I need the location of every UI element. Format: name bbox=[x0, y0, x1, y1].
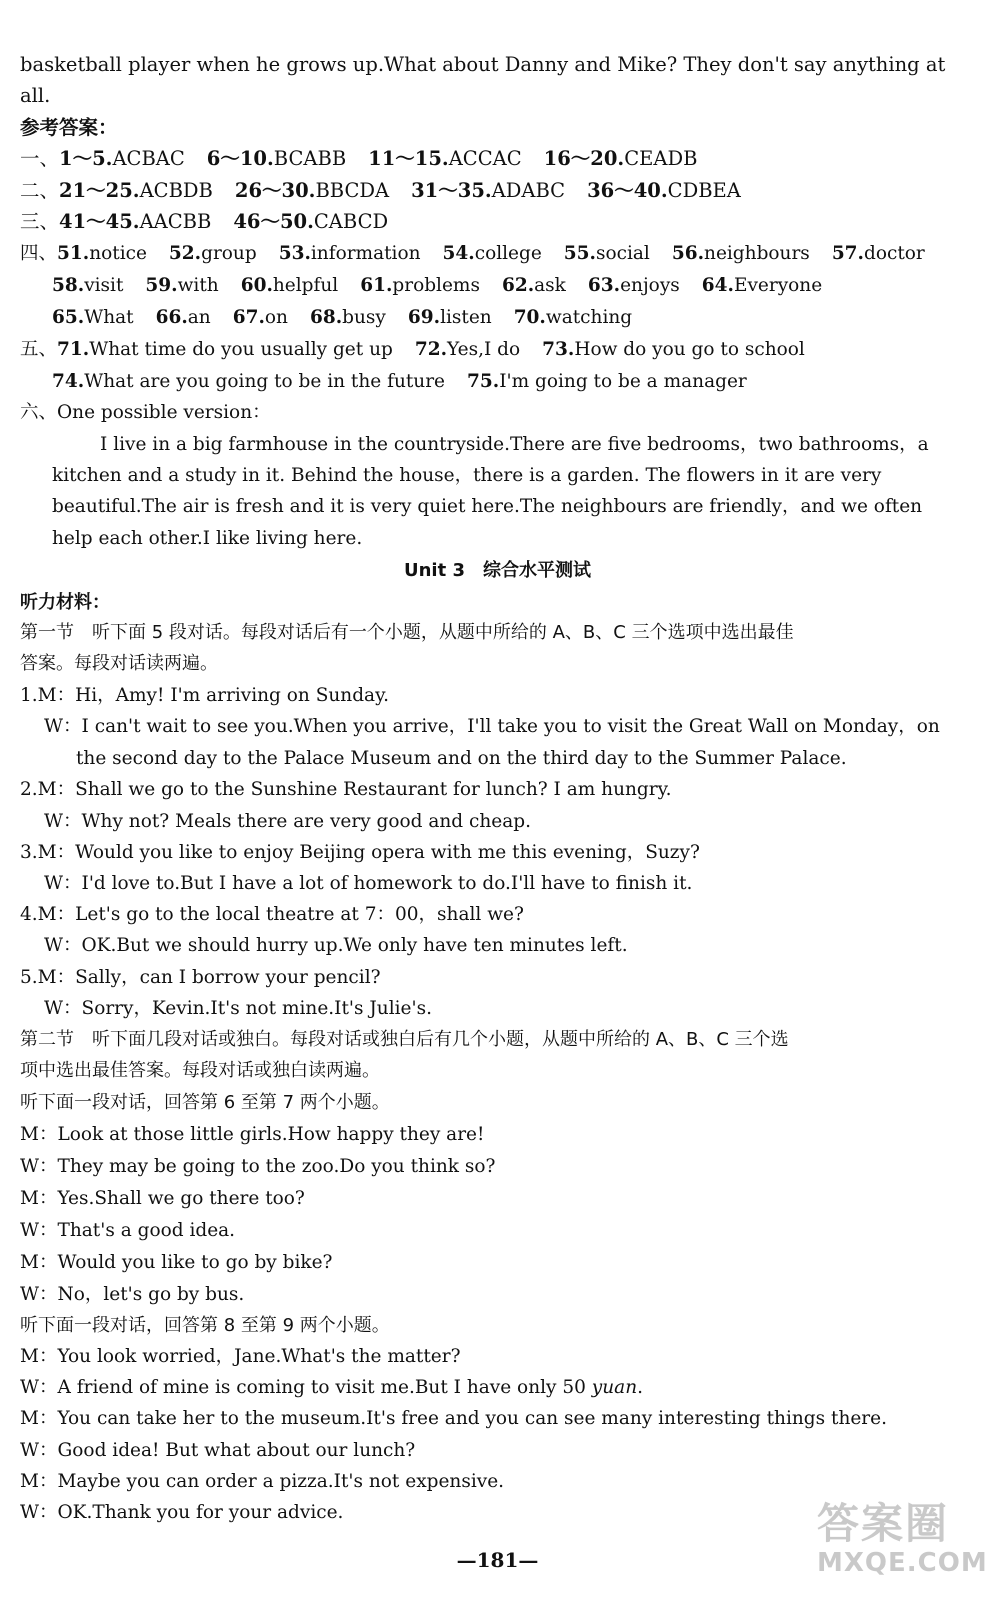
answer-group: 36～40.CDBEA bbox=[587, 179, 741, 202]
essay-line: help each other.I like living here. bbox=[52, 528, 363, 549]
dialogue-line: W：Sorry，Kevin.It's not mine.It's Julie's. bbox=[44, 998, 432, 1019]
answers-section-6-label: 六、One possible version： bbox=[20, 402, 271, 423]
section-prefix: 二、 bbox=[20, 179, 60, 202]
part-2-instruction-cont: 项中选出最佳答案。每段对话或独白读两遍。 bbox=[20, 1060, 380, 1081]
answer-group: 21～25.ACBDB bbox=[59, 179, 213, 202]
intro-line-1: basketball player when he grows up.What about Danny and Mike? They don't say anything at bbox=[20, 53, 946, 76]
unit-title: Unit 3 综合水平测试 bbox=[404, 560, 591, 581]
dialogue-line: M：Maybe you can order a pizza.It's not expensive. bbox=[20, 1471, 505, 1492]
answer-group: 31～35.ADABC bbox=[411, 179, 566, 202]
part-1-instruction-cont: 答案。每段对话读两遍。 bbox=[20, 653, 218, 674]
dialogue-line: M：Would you like to go by bike? bbox=[20, 1252, 333, 1273]
part-1-instruction: 第一节 听下面 5 段对话。每段对话后有一个小题，从题中所给的 A、B、C 三个选项中选出最佳 bbox=[20, 622, 794, 643]
question-group-intro: 听下面一段对话，回答第 8 至第 9 两个小题。 bbox=[20, 1315, 390, 1336]
essay-line: kitchen and a study in it. Behind the house，there is a garden. The flowers in it are very bbox=[52, 465, 882, 486]
dialogue-line: the second day to the Palace Museum and on the third day to the Summer Palace. bbox=[76, 748, 847, 769]
page-number: —181— bbox=[456, 1548, 539, 1572]
dialogue-line: W：Why not? Meals there are very good and cheap. bbox=[44, 811, 532, 832]
answers-section-4-row-3: 65.What 66.an 67.on 68.busy 69.listen 70.watching bbox=[52, 307, 633, 328]
answers-section-4-row-2: 58.visit 59.with 60.helpful 61.problems 62.ask 63.enjoys 64.Everyone bbox=[52, 275, 823, 296]
answer-group: 26～30.BBCDA bbox=[234, 179, 390, 202]
section-prefix: 四、 bbox=[20, 243, 58, 264]
dialogue-line: M：You can take her to the museum.It's free and you can see many interesting things there. bbox=[20, 1408, 887, 1429]
essay-line: beautiful.The air is fresh and it is very quiet here.The neighbours are friendly，and we often bbox=[52, 496, 923, 517]
part-2-instruction: 第二节 听下面几段对话或独白。每段对话或独白后有几个小题，从题中所给的 A、B、C 三个选 bbox=[20, 1029, 789, 1050]
section-prefix: 三、 bbox=[20, 210, 60, 233]
dialogue-line: W：A friend of mine is coming to visit me.But I have only 50 yuan. bbox=[20, 1377, 643, 1398]
dialogue-line: 1.M：Hi，Amy! I'm arriving on Sunday. bbox=[20, 685, 389, 706]
dialogue-line: W：I'd love to.But I have a lot of homework to do.I'll have to finish it. bbox=[44, 873, 693, 894]
answers-section-5-row-2: 74.What are you going to be in the future 75.I'm going to be a manager bbox=[52, 371, 747, 392]
dialogue-line: 3.M：Would you like to enjoy Beijing opera with me this evening，Suzy? bbox=[20, 842, 700, 863]
intro-line-2: all. bbox=[20, 84, 51, 107]
dialogue-line: W：OK.But we should hurry up.We only have ten minutes left. bbox=[44, 935, 628, 956]
dialogue-line: W：No，let's go by bus. bbox=[20, 1284, 245, 1305]
dialogue-line: W：They may be going to the zoo.Do you think so? bbox=[20, 1156, 496, 1177]
dialogue-line: M：Yes.Shall we go there too? bbox=[20, 1188, 305, 1209]
question-group-intro: 听下面一段对话，回答第 6 至第 7 两个小题。 bbox=[20, 1092, 390, 1113]
answer-group: 11～15.ACCAC bbox=[368, 147, 522, 170]
watermark-logo: 答案圈 MXQE.COM bbox=[817, 1499, 988, 1578]
answer-group: 46～50.CABCD bbox=[233, 210, 389, 233]
answers-section-1 bbox=[20, 144, 973, 174]
answer-group: 16～20.CEADB bbox=[543, 147, 698, 170]
answer-group: 41～45.AACBB bbox=[59, 210, 212, 233]
dialogue-line: W：I can't wait to see you.When you arrive，I'll take you to visit the Great Wall on Monday，on bbox=[44, 716, 940, 737]
dialogue-line: 4.M：Let's go to the local theatre at 7：00，shall we? bbox=[20, 904, 524, 925]
answers-section-5-row-1: 五、71.What time do you usually get up 72.Yes,I do 73.How do you go to school bbox=[20, 339, 805, 360]
dialogue-line: 5.M：Sally，can I borrow your pencil? bbox=[20, 967, 381, 988]
answer-group: 6～10.BCABB bbox=[206, 147, 347, 170]
answers-section-4-row-1: 四、51.notice 52.group 53.information 54.college 55.social 56.neighbours 57.doctor bbox=[20, 243, 925, 264]
answer-group: 1～5.ACBAC bbox=[59, 147, 185, 170]
essay-line: I live in a big farmhouse in the countryside.There are five bedrooms，two bathrooms，a bbox=[100, 434, 929, 455]
answers-section-3 bbox=[20, 207, 973, 237]
listening-heading: 听力材料： bbox=[20, 592, 110, 613]
section-prefix: 一、 bbox=[20, 147, 60, 170]
answers-heading: 参考答案： bbox=[20, 116, 118, 139]
answers-section-2 bbox=[20, 176, 973, 206]
section-prefix: 五、 bbox=[20, 339, 58, 360]
dialogue-line: W：OK.Thank you for your advice. bbox=[20, 1502, 344, 1523]
dialogue-line: M：You look worried，Jane.What's the matter? bbox=[20, 1346, 461, 1367]
dialogue-line: 2.M：Shall we go to the Sunshine Restaurant for lunch? I am hungry. bbox=[20, 779, 672, 800]
dialogue-line: W：That's a good idea. bbox=[20, 1220, 236, 1241]
dialogue-line: M：Look at those little girls.How happy they are! bbox=[20, 1124, 485, 1145]
dialogue-line: W：Good idea! But what about our lunch? bbox=[20, 1440, 416, 1461]
